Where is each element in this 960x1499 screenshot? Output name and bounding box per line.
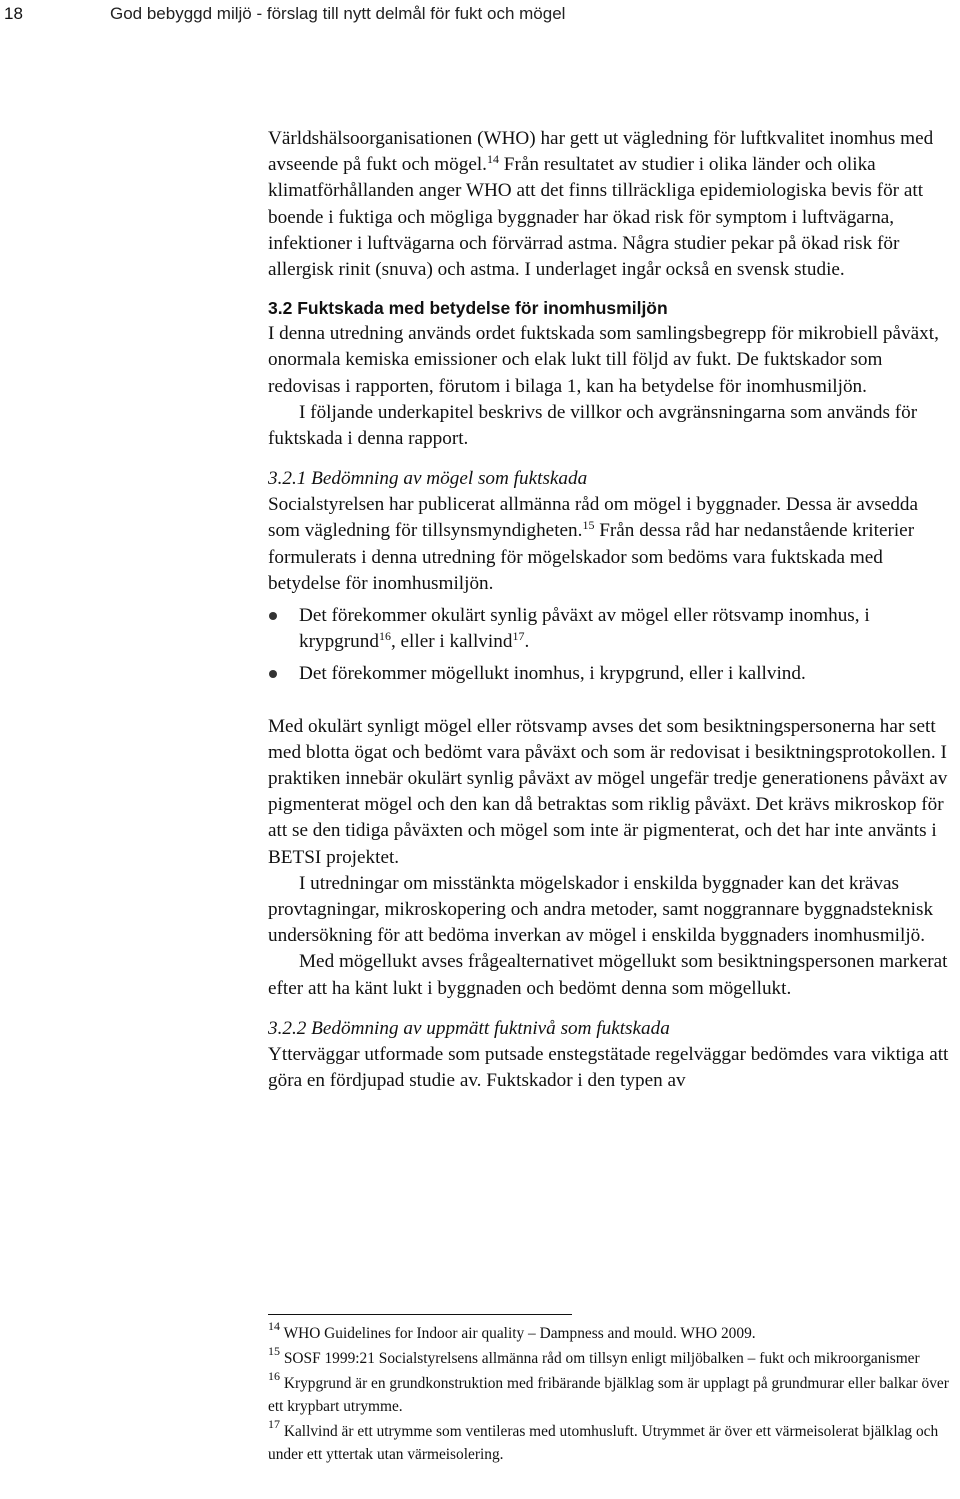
footnote-text: SOSF 1999:21 Socialstyrelsens allmänna råd om tillsyn enligt miljöbalken – fukt och mikroorganismer [280, 1350, 920, 1367]
footnote-text: Kallvind är ett utrymme som ventileras med utomhusluft. Utrymmet är över ett värmeisolerat bjälklag och under ett yttertak utan värmeisolering. [268, 1423, 939, 1463]
section-heading-3-2-2: 3.2.2 Bedömning av uppmätt fuktnivå som fuktskada [268, 1017, 670, 1039]
footnotes [268, 1319, 952, 1468]
footnote-number: 14 [268, 1319, 280, 1333]
list-item [268, 661, 952, 687]
footnote-ref-16[interactable]: 16 [378, 629, 391, 644]
page-header [0, 4, 960, 28]
section-heading-3-2: 3.2 Fuktskada med betydelse för inomhusmiljön [268, 298, 668, 319]
paragraph-who-text-b: Från resultatet av studier i olika länder och olika klimatförhållanden anger WHO att det finns tillräckliga epidemiologiska bevis för att boende i fuktiga och mögliga byggnader har ökad risk för symptom i luftvägarna, infektioner i luftvägarna och förvärrad astma. Några studier pekar på ökad risk för allergisk rinit (snuva) och astma. I underlaget ingår också en svensk studie. [268, 154, 924, 281]
footnote-number: 16 [268, 1369, 280, 1383]
section-heading-3-2-1: 3.2.1 Bedömning av mögel som fuktskada [268, 468, 588, 490]
main-text [268, 126, 952, 1094]
footnote-ref-17[interactable]: 17 [512, 629, 525, 644]
bullet-dot-icon [269, 670, 277, 678]
bullet1-text-b: , eller i kallvind [390, 631, 513, 653]
footnote-ref-14[interactable]: 14 [486, 152, 499, 167]
paragraph-who [268, 126, 952, 283]
paragraph-utredningar: I utredningar om misstänkta mögelskador i enskilda byggnader kan det krävas provtagningar, mikroskopering och andra metoder, samt noggrannare byggnadsteknisk undersökning för att bedöma inverkan av mögel i enskilda byggnaders inomhusmiljö. [268, 872, 934, 947]
footnote-ref-15[interactable]: 15 [582, 518, 595, 533]
paragraph-socialstyrelsen-text-b: Från dessa råd har nedanstående kriterier formulerats i denna utredning för mögelskador som bedöms vara fuktskada med betydelse för inomhusmiljön. [268, 520, 915, 594]
footnote-15 [268, 1344, 952, 1370]
paragraph-socialstyrelsen-text-a: Socialstyrelsen har publicerat allmänna råd om mögel i byggnader. Dessa är avsedda som vägledning för tillsynsmyndigheten. [268, 494, 919, 542]
footnote-divider [268, 1314, 572, 1315]
bullet1-text-c: . [524, 631, 530, 653]
paragraph-fuktskada-definition: I denna utredning används ordet fuktskada som samlingsbegrepp för mikrobiell påväxt, onormala kemiska emissioner och elak lukt till följd av fukt. De fuktskador som redovisas i rapporten, förutom i bilaga 1, kan ha betydelse för inomhusmiljön. [268, 323, 939, 397]
paragraph-who-text-a: Världshälsoorganisationen (WHO) har gett ut vägledning för luftkvalitet inomhus med avseende på fukt och mögel. [268, 128, 934, 176]
footnote-text: WHO Guidelines for Indoor air quality – Dampness and mould. WHO 2009. [280, 1325, 756, 1342]
paragraph-socialstyrelsen [268, 492, 952, 597]
paragraph-mogellukt: Med mögellukt avses frågealternativet mögellukt som besiktningspersonen markerat efter att ha känt lukt i byggnaden och bedömt denna som mögellukt. [268, 951, 948, 999]
bullet-dot-icon [269, 612, 277, 620]
bullet1-text-a: Det förekommer okulärt synlig påväxt av mögel eller rötsvamp inomhus, i krypgrund [299, 605, 870, 653]
paragraph-underkapitel: I följande underkapitel beskrivs de villkor och avgränsningarna som används för fuktskada i denna rapport. [268, 401, 918, 450]
paragraph-ytterväggar: Ytterväggar utformade som putsade enstegstätade regelväggar bedömdes vara viktiga att göra en fördjupad studie av. Fuktskador i den typen av [268, 1043, 949, 1092]
list-item [268, 603, 952, 655]
footnote-16 [268, 1369, 952, 1418]
page-number: 18 [4, 4, 23, 23]
footnote-number: 15 [268, 1344, 280, 1358]
footnote-14 [268, 1319, 952, 1345]
footnote-17 [268, 1417, 952, 1466]
criteria-list [268, 603, 952, 688]
footnote-number: 17 [268, 1417, 280, 1431]
running-title: God bebyggd miljö - förslag till nytt delmål för fukt och mögel [110, 4, 566, 23]
paragraph-okulart-mogel: Med okulärt synligt mögel eller rötsvamp avses det som besiktningspersonerna har sett med blotta ögat och bedömt vara påväxt och som är redovisat i besiktningsprotokollen. I praktiken innebär okulärt synlig påväxt av mögel ungefär tredje generationens påväxt av pigmenterat mögel och den kan då betraktas som riklig påväxt. Det krävs mikroskop för att se den tidiga påväxten och mögel som inte är pigmenterat, och det har inte använts i BETSI projektet. [268, 715, 948, 868]
bullet2-text: Det förekommer mögellukt inomhus, i krypgrund, eller i kallvind. [299, 663, 806, 685]
footnote-text: Krypgrund är en grundkonstruktion med fribärande bjälklag som är upplagt på grundmurar eller balkar över ett krypbart utrymme. [268, 1375, 949, 1415]
